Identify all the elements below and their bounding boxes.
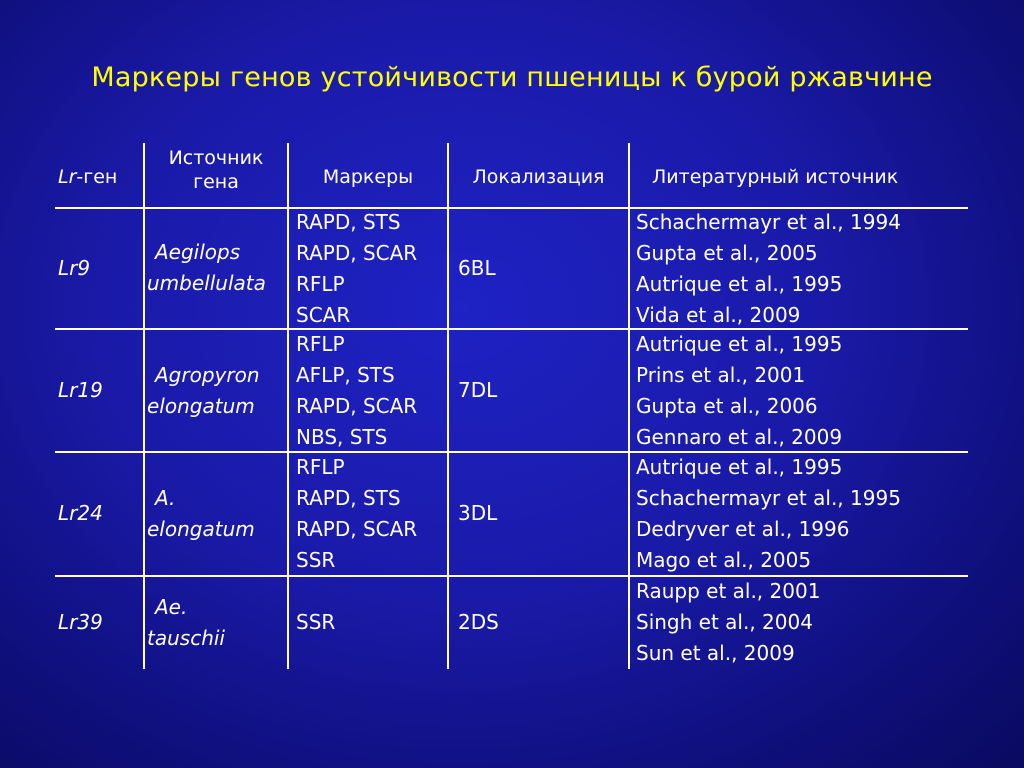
- literature-cell: Autrique et al., 1995 Schachermayr et al., 1995 Dedryver et al., 1996 Mago et al., 2005: [636, 455, 901, 572]
- gene-cell: Lr39: [58, 610, 103, 634]
- localization-cell: 3DL: [458, 501, 498, 525]
- header-literature: Литературный источник: [652, 166, 899, 188]
- localization-cell: 2DS: [458, 610, 499, 634]
- col-divider: [447, 143, 449, 669]
- literature-cell: Autrique et al., 1995 Prins et al., 2001 Gupta et al., 2006 Gennaro et al., 2009: [636, 332, 843, 449]
- literature-cell: Schachermayr et al., 1994 Gupta et al., 2005 Autrique et al., 1995 Vida et al., 2009: [636, 210, 901, 327]
- source-cell: A. elongatum: [147, 486, 255, 541]
- slide-title: Маркеры генов устойчивости пшеницы к бурой ржавчине: [91, 62, 933, 93]
- col-divider: [628, 143, 630, 669]
- header-lr-gene: Lr-ген: [58, 166, 118, 188]
- source-cell: Aegilops umbellulata: [147, 240, 266, 295]
- header-gene-source: Источник гена: [168, 147, 264, 193]
- markers-cell: SSR: [296, 610, 336, 634]
- gene-cell: Lr24: [58, 501, 103, 525]
- markers-cell: RFLP AFLP, STS RAPD, SCAR NBS, STS: [296, 332, 418, 449]
- localization-cell: 6BL: [458, 256, 496, 280]
- localization-cell: 7DL: [458, 378, 498, 402]
- literature-cell: Raupp et al., 2001 Singh et al., 2004 Sun et al., 2009: [636, 579, 821, 665]
- header-markers: Маркеры: [322, 166, 414, 188]
- source-cell: Ae. tauschii: [147, 595, 225, 650]
- markers-cell: RAPD, STS RAPD, SCAR RFLP SCAR: [296, 210, 418, 327]
- col-divider: [143, 143, 145, 669]
- gene-cell: Lr19: [58, 378, 103, 402]
- markers-cell: RFLP RAPD, STS RAPD, SCAR SSR: [296, 455, 418, 572]
- header-localization: Локализация: [472, 166, 605, 188]
- gene-cell: Lr9: [58, 256, 91, 280]
- col-divider: [287, 143, 289, 669]
- source-cell: Agropyron elongatum: [147, 363, 260, 418]
